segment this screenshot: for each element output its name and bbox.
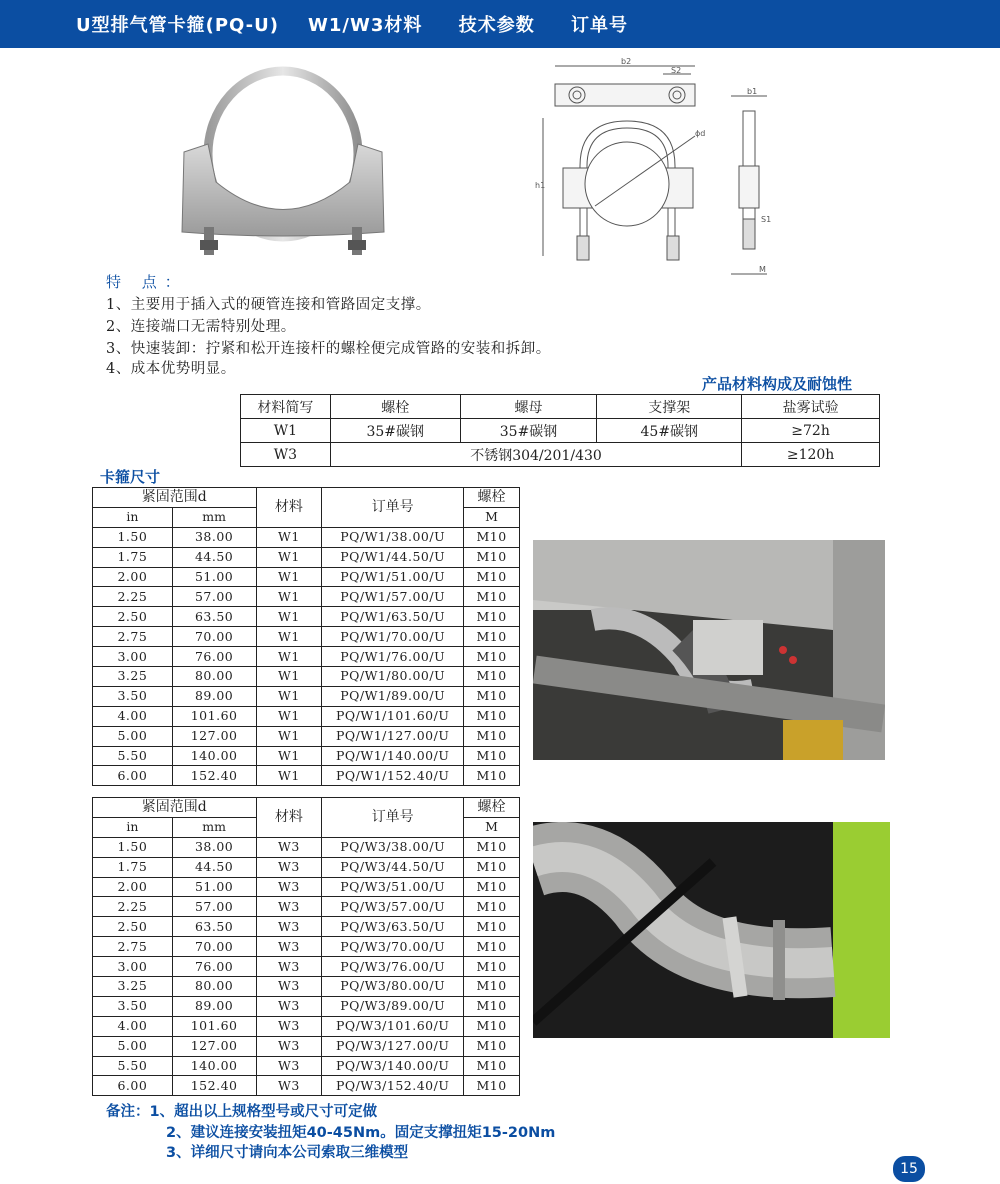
table-cell-m: M10 — [464, 1056, 520, 1076]
table-header: M — [464, 817, 520, 837]
table-cell-mat: W1 — [256, 587, 322, 607]
clamp-product-photo — [178, 62, 388, 267]
dim-b1-label: b1 — [747, 87, 758, 96]
page-title: U型排气管卡箍(PQ-U) W1/W3材料 技术参数 订单号 — [76, 15, 629, 36]
table-cell-in: 1.75 — [93, 547, 173, 567]
table-header-row — [93, 488, 520, 508]
table-cell-m: M10 — [464, 686, 520, 706]
table-cell-order: PQ/W1/89.00/U — [322, 686, 464, 706]
table-cell-in: 1.75 — [93, 857, 173, 877]
material-table — [240, 394, 880, 467]
table-cell-order: PQ/W3/101.60/U — [322, 1016, 464, 1036]
table-cell-mat: W3 — [256, 897, 322, 917]
table-cell-mm: 76.00 — [172, 647, 256, 667]
table-cell-mat: W1 — [256, 627, 322, 647]
table-row — [241, 443, 880, 467]
table-cell-m: M10 — [464, 667, 520, 687]
table-cell: 35#碳钢 — [460, 419, 597, 443]
table-header: 紧固范围d — [93, 488, 257, 508]
table-row — [93, 837, 520, 857]
table-row — [93, 746, 520, 766]
table-cell-mat: W1 — [256, 527, 322, 547]
table-row — [93, 706, 520, 726]
table-cell-m: M10 — [464, 1076, 520, 1096]
table-row — [93, 897, 520, 917]
table-cell-in: 3.00 — [93, 647, 173, 667]
size-section-title: 卡箍尺寸 — [100, 468, 161, 486]
table-cell-mm: 101.60 — [172, 1016, 256, 1036]
table-cell-in: 4.00 — [93, 706, 173, 726]
table-cell-m: M10 — [464, 937, 520, 957]
table-cell-mat: W3 — [256, 857, 322, 877]
dim-s1-label: S1 — [761, 215, 772, 224]
table-cell-mm: 57.00 — [172, 587, 256, 607]
table-cell-mm: 63.50 — [172, 917, 256, 937]
table-cell-order: PQ/W3/89.00/U — [322, 996, 464, 1016]
table-cell-m: M10 — [464, 957, 520, 977]
table-cell-m: M10 — [464, 996, 520, 1016]
feature-item: 1、主要用于插入式的硬管连接和管路固定支撑。 — [106, 297, 431, 313]
table-row — [93, 857, 520, 877]
dim-h1-label: h1 — [535, 181, 546, 190]
table-cell-m: M10 — [464, 746, 520, 766]
size-table-w1 — [92, 487, 520, 786]
table-header: in — [93, 507, 173, 527]
table-cell-m: M10 — [464, 897, 520, 917]
table-cell-mat: W1 — [256, 726, 322, 746]
table-cell-in: 2.75 — [93, 627, 173, 647]
table-header: 材料简写 — [241, 395, 331, 419]
table-cell-in: 5.50 — [93, 746, 173, 766]
table-cell-in: 1.50 — [93, 527, 173, 547]
table-header: M — [464, 507, 520, 527]
table-header: 订单号 — [322, 488, 464, 528]
page-number: 15 — [893, 1156, 925, 1182]
table-cell-mm: 140.00 — [172, 746, 256, 766]
table-cell-mm: 38.00 — [172, 527, 256, 547]
table-cell-mat: W3 — [256, 837, 322, 857]
table-cell-mm: 127.00 — [172, 1036, 256, 1056]
table-row — [241, 419, 880, 443]
table-cell-mat: W1 — [256, 567, 322, 587]
table-cell-in: 3.50 — [93, 686, 173, 706]
table-cell-mm: 51.00 — [172, 877, 256, 897]
table-cell-order: PQ/W1/38.00/U — [322, 527, 464, 547]
table-cell-in: 3.25 — [93, 667, 173, 687]
note-line: 备注：1、超出以上规格型号或尺寸可定做 — [106, 1104, 378, 1120]
table-cell-order: PQ/W3/63.50/U — [322, 917, 464, 937]
table-cell-in: 2.50 — [93, 607, 173, 627]
table-row — [241, 395, 880, 419]
table-header: 材料 — [256, 798, 322, 838]
dim-d-label: ϕd — [695, 129, 706, 138]
table-cell-order: PQ/W3/127.00/U — [322, 1036, 464, 1056]
table-cell-in: 2.00 — [93, 877, 173, 897]
table-cell-m: M10 — [464, 527, 520, 547]
table-row — [93, 567, 520, 587]
table-cell-order: PQ/W1/101.60/U — [322, 706, 464, 726]
table-row — [93, 937, 520, 957]
table-row — [93, 1076, 520, 1096]
dim-s2-label: S2 — [671, 66, 682, 75]
table-cell-order: PQ/W3/152.40/U — [322, 1076, 464, 1096]
table-row — [93, 547, 520, 567]
table-header: mm — [172, 507, 256, 527]
table-cell-in: 2.25 — [93, 587, 173, 607]
table-cell-m: M10 — [464, 1016, 520, 1036]
table-header-row — [93, 798, 520, 818]
table-cell-order: PQ/W3/57.00/U — [322, 897, 464, 917]
table-cell-mat: W3 — [256, 937, 322, 957]
table-header: 螺栓 — [464, 798, 520, 818]
table-cell-mat: W3 — [256, 996, 322, 1016]
table-row — [93, 996, 520, 1016]
table-cell-m: M10 — [464, 607, 520, 627]
table-cell-mat: W1 — [256, 766, 322, 786]
table-cell: 不锈钢304/201/430 — [330, 443, 741, 467]
table-cell-m: M10 — [464, 547, 520, 567]
table-cell-order: PQ/W1/152.40/U — [322, 766, 464, 786]
table-header: 螺母 — [460, 395, 597, 419]
table-header: 紧固范围d — [93, 798, 257, 818]
table-row — [93, 667, 520, 687]
table-cell-order: PQ/W3/38.00/U — [322, 837, 464, 857]
table-cell-m: M10 — [464, 647, 520, 667]
table-cell-mat: W3 — [256, 1056, 322, 1076]
feature-item: 4、成本优势明显。 — [106, 361, 236, 377]
table-cell-m: M10 — [464, 706, 520, 726]
table-cell-in: 6.00 — [93, 1076, 173, 1096]
table-cell-order: PQ/W3/76.00/U — [322, 957, 464, 977]
table-cell-mat: W1 — [256, 746, 322, 766]
table-cell-m: M10 — [464, 627, 520, 647]
table-row — [93, 647, 520, 667]
table-cell-order: PQ/W1/57.00/U — [322, 587, 464, 607]
clamp-technical-drawing — [535, 56, 785, 281]
table-header: 螺栓 — [464, 488, 520, 508]
table-cell-mat: W3 — [256, 1016, 322, 1036]
table-cell-m: M10 — [464, 857, 520, 877]
table-row — [93, 607, 520, 627]
table-row — [93, 766, 520, 786]
feature-item: 3、快速装卸：拧紧和松开连接杆的螺栓便完成管路的安装和拆卸。 — [106, 341, 551, 357]
table-cell-mat: W3 — [256, 977, 322, 997]
table-cell-mat: W1 — [256, 706, 322, 726]
table-cell: W3 — [241, 443, 331, 467]
table-cell-mm: 80.00 — [172, 667, 256, 687]
table-cell: 45#碳钢 — [597, 419, 742, 443]
table-cell-mm: 70.00 — [172, 937, 256, 957]
table-cell-m: M10 — [464, 917, 520, 937]
table-cell-in: 3.25 — [93, 977, 173, 997]
table-cell-mat: W3 — [256, 957, 322, 977]
table-cell-order: PQ/W1/140.00/U — [322, 746, 464, 766]
table-row — [93, 957, 520, 977]
table-cell-mm: 80.00 — [172, 977, 256, 997]
table-cell-mat: W1 — [256, 686, 322, 706]
table-cell-order: PQ/W3/80.00/U — [322, 977, 464, 997]
table-cell-mm: 44.50 — [172, 857, 256, 877]
table-cell-m: M10 — [464, 1036, 520, 1056]
table-cell-mm: 57.00 — [172, 897, 256, 917]
table-cell-in: 4.00 — [93, 1016, 173, 1036]
table-cell-in: 5.00 — [93, 1036, 173, 1056]
table-cell-mat: W3 — [256, 1076, 322, 1096]
table-cell-mm: 140.00 — [172, 1056, 256, 1076]
table-row — [93, 1056, 520, 1076]
table-cell-mat: W3 — [256, 917, 322, 937]
table-cell-mm: 89.00 — [172, 686, 256, 706]
table-cell-order: PQ/W1/80.00/U — [322, 667, 464, 687]
installation-photo-engine — [533, 540, 885, 760]
table-header: 支撑架 — [597, 395, 742, 419]
table-cell-in: 3.50 — [93, 996, 173, 1016]
table-cell-order: PQ/W3/70.00/U — [322, 937, 464, 957]
table-cell-m: M10 — [464, 977, 520, 997]
table-row — [93, 627, 520, 647]
table-header: 材料 — [256, 488, 322, 528]
table-cell-in: 2.00 — [93, 567, 173, 587]
table-cell-order: PQ/W1/51.00/U — [322, 567, 464, 587]
table-cell-mm: 152.40 — [172, 1076, 256, 1096]
table-row — [93, 917, 520, 937]
table-cell-mat: W1 — [256, 647, 322, 667]
table-cell-mm: 51.00 — [172, 567, 256, 587]
table-row — [93, 1036, 520, 1056]
table-cell: 35#碳钢 — [330, 419, 460, 443]
table-cell-m: M10 — [464, 766, 520, 786]
table-cell-order: PQ/W1/76.00/U — [322, 647, 464, 667]
table-cell-in: 3.00 — [93, 957, 173, 977]
table-row — [93, 977, 520, 997]
table-cell-m: M10 — [464, 567, 520, 587]
table-cell-mm: 38.00 — [172, 837, 256, 857]
table-cell-mm: 152.40 — [172, 766, 256, 786]
table-cell-m: M10 — [464, 726, 520, 746]
table-cell-in: 2.50 — [93, 917, 173, 937]
size-table-w3 — [92, 797, 520, 1096]
table-row — [93, 527, 520, 547]
table-cell-m: M10 — [464, 587, 520, 607]
table-header: 盐雾试验 — [742, 395, 880, 419]
table-cell-order: PQ/W1/70.00/U — [322, 627, 464, 647]
table-cell-mat: W1 — [256, 607, 322, 627]
page-header — [0, 0, 1000, 48]
table-cell-mat: W3 — [256, 1036, 322, 1056]
features-title: 特 点： — [106, 273, 188, 291]
table-header: 螺栓 — [330, 395, 460, 419]
table-cell-mm: 76.00 — [172, 957, 256, 977]
table-header: mm — [172, 817, 256, 837]
table-cell-order: PQ/W1/44.50/U — [322, 547, 464, 567]
table-cell-in: 2.75 — [93, 937, 173, 957]
table-row — [93, 1016, 520, 1036]
table-cell: ≥72h — [742, 419, 880, 443]
table-cell-mat: W3 — [256, 877, 322, 897]
table-cell-in: 6.00 — [93, 766, 173, 786]
table-cell-mm: 101.60 — [172, 706, 256, 726]
table-row — [93, 686, 520, 706]
note-line: 2、建议连接安装扭矩40-45Nm。固定支撑扭矩15-20Nm — [166, 1125, 556, 1141]
table-cell-order: PQ/W1/127.00/U — [322, 726, 464, 746]
table-header: in — [93, 817, 173, 837]
table-cell-m: M10 — [464, 877, 520, 897]
table-row — [93, 877, 520, 897]
feature-item: 2、连接端口无需特别处理。 — [106, 319, 296, 335]
material-table-title: 产品材料构成及耐蚀性 — [702, 375, 853, 393]
table-header: 订单号 — [322, 798, 464, 838]
table-cell-mm: 89.00 — [172, 996, 256, 1016]
table-cell-m: M10 — [464, 837, 520, 857]
table-cell-order: PQ/W1/63.50/U — [322, 607, 464, 627]
table-row — [93, 587, 520, 607]
table-cell-mat: W1 — [256, 547, 322, 567]
table-cell-mm: 70.00 — [172, 627, 256, 647]
table-cell-order: PQ/W3/140.00/U — [322, 1056, 464, 1076]
table-cell: W1 — [241, 419, 331, 443]
table-cell-in: 5.50 — [93, 1056, 173, 1076]
table-row — [93, 726, 520, 746]
table-cell-mat: W1 — [256, 667, 322, 687]
dim-b2-label: b2 — [621, 57, 632, 66]
table-cell-in: 1.50 — [93, 837, 173, 857]
note-line: 3、详细尺寸请向本公司索取三维模型 — [166, 1145, 409, 1161]
table-cell-order: PQ/W3/44.50/U — [322, 857, 464, 877]
table-cell-in: 5.00 — [93, 726, 173, 746]
dim-m-label: M — [759, 265, 766, 274]
table-cell-mm: 44.50 — [172, 547, 256, 567]
table-cell-mm: 127.00 — [172, 726, 256, 746]
installation-photo-truck — [533, 822, 890, 1038]
table-cell-order: PQ/W3/51.00/U — [322, 877, 464, 897]
table-cell: ≥120h — [742, 443, 880, 467]
table-cell-in: 2.25 — [93, 897, 173, 917]
table-cell-mm: 63.50 — [172, 607, 256, 627]
